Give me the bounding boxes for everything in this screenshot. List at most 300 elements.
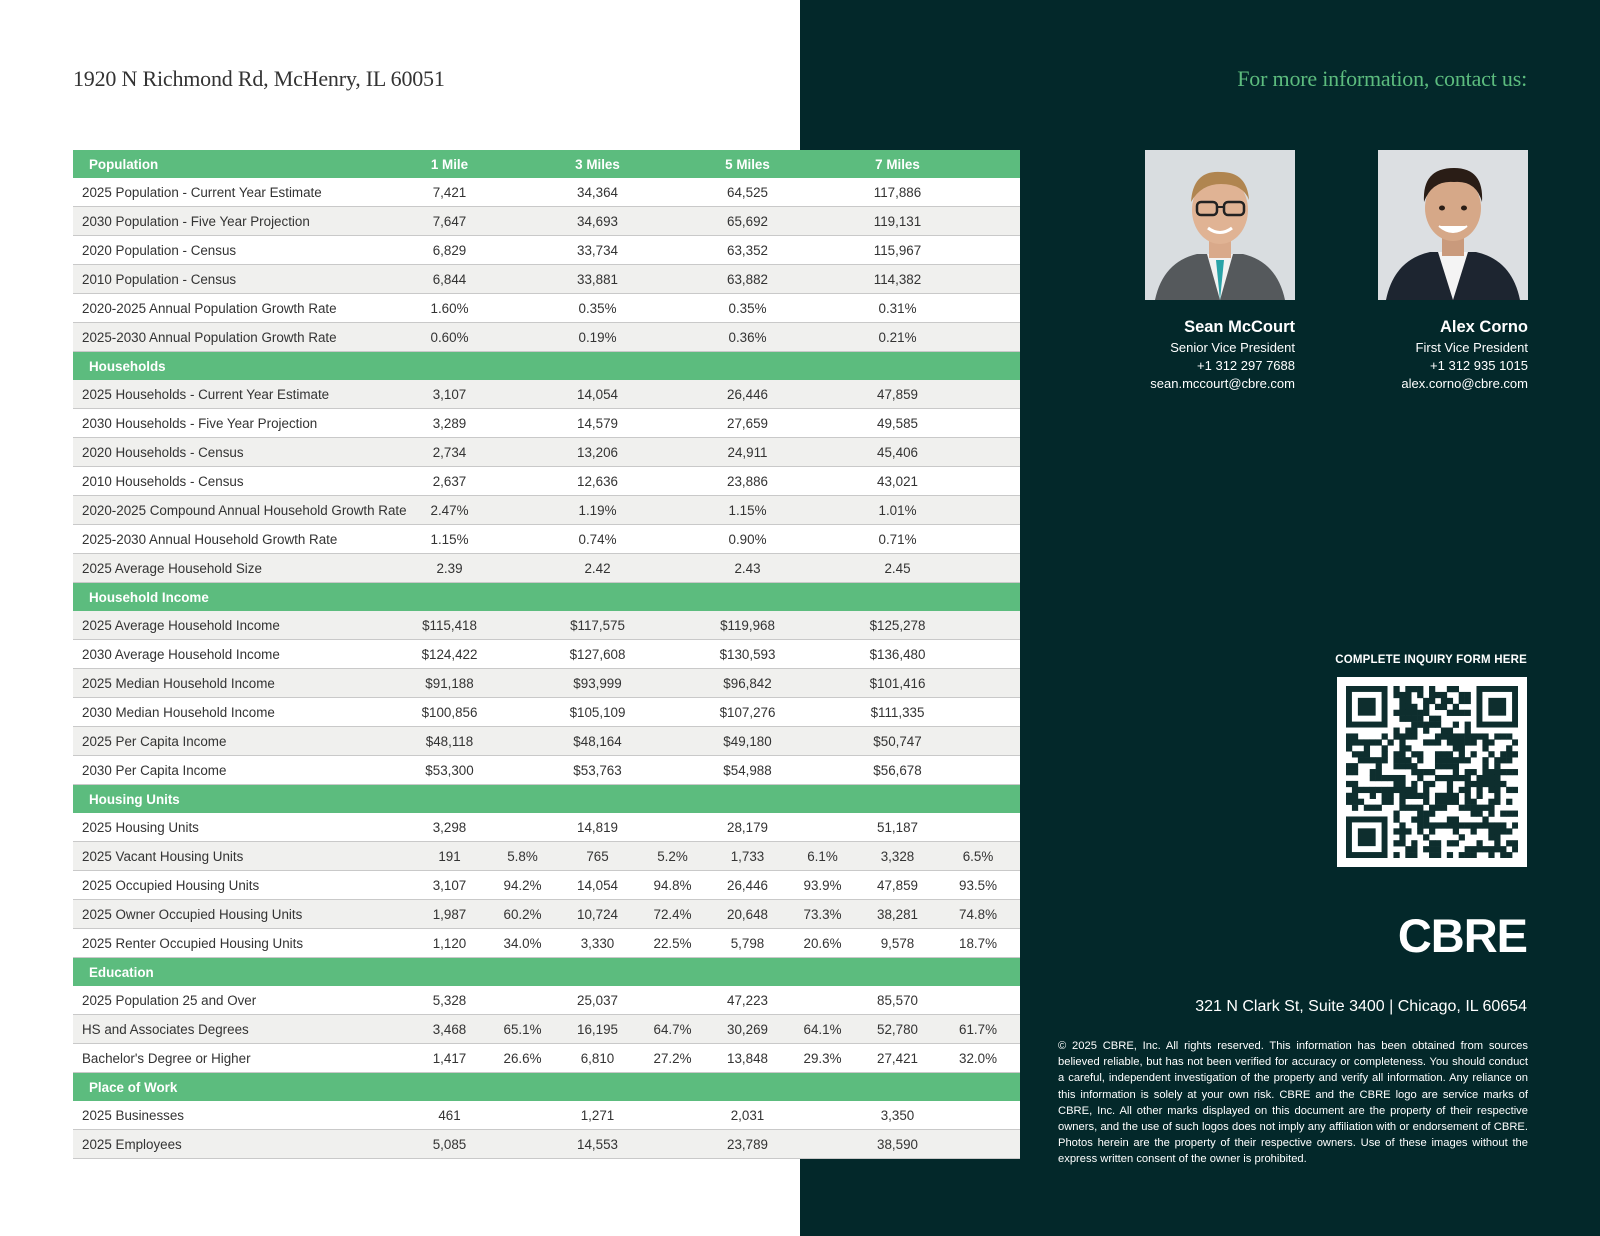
empty-cell bbox=[936, 554, 1020, 583]
empty-cell bbox=[936, 380, 1020, 409]
value-cell: 47,223 bbox=[709, 986, 786, 1015]
empty-cell bbox=[486, 669, 559, 698]
value-cell: 2.43 bbox=[709, 554, 786, 583]
percent-cell: 20.6% bbox=[786, 929, 859, 958]
empty-cell bbox=[936, 467, 1020, 496]
empty-cell bbox=[486, 323, 559, 352]
empty-cell bbox=[786, 785, 859, 814]
value-cell: 14,819 bbox=[559, 813, 636, 842]
qr-code-icon[interactable] bbox=[1337, 677, 1527, 867]
table-row bbox=[73, 207, 1020, 236]
value-cell: $119,968 bbox=[709, 611, 786, 640]
empty-cell bbox=[786, 265, 859, 294]
empty-cell bbox=[636, 178, 709, 207]
empty-cell bbox=[486, 785, 559, 814]
value-cell: 13,848 bbox=[709, 1044, 786, 1073]
agent-photo bbox=[1145, 150, 1295, 300]
empty-cell bbox=[709, 583, 786, 612]
empty-cell bbox=[636, 554, 709, 583]
value-cell: $53,763 bbox=[559, 756, 636, 785]
empty-cell bbox=[786, 178, 859, 207]
empty-cell bbox=[486, 640, 559, 669]
empty-cell bbox=[486, 178, 559, 207]
empty-cell bbox=[636, 323, 709, 352]
percent-cell: 94.8% bbox=[636, 871, 709, 900]
value-cell: 0.90% bbox=[709, 525, 786, 554]
value-cell: 43,021 bbox=[859, 467, 936, 496]
empty-cell bbox=[636, 294, 709, 323]
value-cell: 1,417 bbox=[413, 1044, 486, 1073]
table-row bbox=[73, 178, 1020, 207]
value-cell: 23,886 bbox=[709, 467, 786, 496]
table-row bbox=[73, 409, 1020, 438]
row-label: 2025 Businesses bbox=[73, 1101, 413, 1130]
row-label: 2025 Per Capita Income bbox=[73, 727, 413, 756]
section-title: Education bbox=[73, 958, 413, 987]
empty-cell bbox=[936, 611, 1020, 640]
empty-cell bbox=[636, 1130, 709, 1159]
empty-cell bbox=[486, 583, 559, 612]
table-row bbox=[73, 611, 1020, 640]
value-cell: 9,578 bbox=[859, 929, 936, 958]
agent-phone[interactable]: +1 312 935 1015 bbox=[1430, 358, 1528, 373]
empty-cell bbox=[786, 640, 859, 669]
row-label: 2020-2025 Compound Annual Household Growth Rate bbox=[73, 496, 413, 525]
value-cell: 1,271 bbox=[559, 1101, 636, 1130]
empty-cell bbox=[936, 785, 1020, 814]
empty-cell bbox=[636, 756, 709, 785]
row-label: 2025 Owner Occupied Housing Units bbox=[73, 900, 413, 929]
table-row bbox=[73, 842, 1020, 871]
value-cell: 14,054 bbox=[559, 380, 636, 409]
contact-heading: For more information, contact us: bbox=[1237, 66, 1527, 91]
empty-cell bbox=[413, 352, 486, 381]
empty-cell bbox=[786, 409, 859, 438]
value-cell: 117,886 bbox=[859, 178, 936, 207]
empty-cell bbox=[936, 207, 1020, 236]
table-row bbox=[73, 1015, 1020, 1044]
value-cell: 85,570 bbox=[859, 986, 936, 1015]
value-cell: 34,693 bbox=[559, 207, 636, 236]
value-cell: 16,195 bbox=[559, 1015, 636, 1044]
empty-cell bbox=[786, 1130, 859, 1159]
empty-cell bbox=[486, 409, 559, 438]
empty-cell bbox=[486, 438, 559, 467]
empty-cell bbox=[936, 669, 1020, 698]
value-cell: 34,364 bbox=[559, 178, 636, 207]
row-label: 2025 Average Household Size bbox=[73, 554, 413, 583]
empty-cell bbox=[936, 813, 1020, 842]
value-cell: $124,422 bbox=[413, 640, 486, 669]
empty-cell bbox=[636, 640, 709, 669]
agent-title: First Vice President bbox=[1415, 340, 1528, 355]
value-cell: $48,118 bbox=[413, 727, 486, 756]
value-cell: 5,328 bbox=[413, 986, 486, 1015]
value-cell: 461 bbox=[413, 1101, 486, 1130]
value-cell: $96,842 bbox=[709, 669, 786, 698]
empty-cell bbox=[786, 352, 859, 381]
empty-cell bbox=[413, 1073, 486, 1102]
empty-cell bbox=[486, 958, 559, 987]
empty-cell bbox=[786, 1073, 859, 1102]
empty-cell bbox=[486, 380, 559, 409]
value-cell: $115,418 bbox=[413, 611, 486, 640]
value-cell: 64,525 bbox=[709, 178, 786, 207]
value-cell: 52,780 bbox=[859, 1015, 936, 1044]
value-cell: $111,335 bbox=[859, 698, 936, 727]
empty-cell bbox=[786, 611, 859, 640]
row-label: 2010 Households - Census bbox=[73, 467, 413, 496]
table-row bbox=[73, 294, 1020, 323]
value-cell: 3,330 bbox=[559, 929, 636, 958]
table-row bbox=[73, 756, 1020, 785]
empty-cell bbox=[936, 1130, 1020, 1159]
percent-cell: 74.8% bbox=[936, 900, 1020, 929]
empty-cell bbox=[559, 958, 636, 987]
value-cell: 7,421 bbox=[413, 178, 486, 207]
percent-cell: 94.2% bbox=[486, 871, 559, 900]
agent-email[interactable]: alex.corno@cbre.com bbox=[1401, 376, 1528, 391]
property-address: 1920 N Richmond Rd, McHenry, IL 60051 bbox=[73, 66, 445, 91]
row-label: 2020 Population - Census bbox=[73, 236, 413, 265]
value-cell: 5,085 bbox=[413, 1130, 486, 1159]
empty-cell bbox=[936, 438, 1020, 467]
value-cell: 2.47% bbox=[413, 496, 486, 525]
table-row bbox=[73, 1044, 1020, 1073]
value-cell: 765 bbox=[559, 842, 636, 871]
value-cell: 2.42 bbox=[559, 554, 636, 583]
percent-cell: 6.1% bbox=[786, 842, 859, 871]
empty-cell bbox=[786, 1101, 859, 1130]
value-cell: $136,480 bbox=[859, 640, 936, 669]
agent-card bbox=[1378, 150, 1528, 391]
value-cell: 23,789 bbox=[709, 1130, 786, 1159]
value-cell: $48,164 bbox=[559, 727, 636, 756]
empty-cell bbox=[486, 265, 559, 294]
value-cell: $91,188 bbox=[413, 669, 486, 698]
value-cell: $127,608 bbox=[559, 640, 636, 669]
empty-cell bbox=[786, 467, 859, 496]
value-cell: $56,678 bbox=[859, 756, 936, 785]
percent-cell: 73.3% bbox=[786, 900, 859, 929]
value-cell: 24,911 bbox=[709, 438, 786, 467]
agent-email[interactable]: sean.mccourt@cbre.com bbox=[1150, 376, 1295, 391]
percent-cell: 27.2% bbox=[636, 1044, 709, 1073]
row-label: 2030 Population - Five Year Projection bbox=[73, 207, 413, 236]
value-cell: $105,109 bbox=[559, 698, 636, 727]
empty-cell bbox=[786, 756, 859, 785]
empty-cell bbox=[936, 583, 1020, 612]
empty-cell bbox=[486, 813, 559, 842]
section-title: Households bbox=[73, 352, 413, 381]
inquiry-form-label: COMPLETE INQUIRY FORM HERE bbox=[1335, 654, 1527, 666]
empty-cell bbox=[486, 467, 559, 496]
value-cell: 0.35% bbox=[709, 294, 786, 323]
empty-cell bbox=[486, 294, 559, 323]
empty-cell bbox=[636, 207, 709, 236]
empty-cell bbox=[486, 150, 559, 178]
table-row bbox=[73, 727, 1020, 756]
value-cell: 3,298 bbox=[413, 813, 486, 842]
empty-cell bbox=[786, 669, 859, 698]
value-cell: 28,179 bbox=[709, 813, 786, 842]
value-cell: 114,382 bbox=[859, 265, 936, 294]
section-title: Household Income bbox=[73, 583, 413, 612]
value-cell: 7,647 bbox=[413, 207, 486, 236]
value-cell: $101,416 bbox=[859, 669, 936, 698]
value-cell: 14,553 bbox=[559, 1130, 636, 1159]
row-label: 2025 Vacant Housing Units bbox=[73, 842, 413, 871]
empty-cell bbox=[936, 1101, 1020, 1130]
value-cell: 1,120 bbox=[413, 929, 486, 958]
value-cell: $125,278 bbox=[859, 611, 936, 640]
row-label: 2020-2025 Annual Population Growth Rate bbox=[73, 294, 413, 323]
empty-cell bbox=[636, 496, 709, 525]
percent-cell: 64.7% bbox=[636, 1015, 709, 1044]
empty-cell bbox=[786, 525, 859, 554]
value-cell: 33,734 bbox=[559, 236, 636, 265]
empty-cell bbox=[486, 611, 559, 640]
empty-cell bbox=[786, 958, 859, 987]
empty-cell bbox=[936, 323, 1020, 352]
row-label: 2025 Average Household Income bbox=[73, 611, 413, 640]
row-label: 2025 Housing Units bbox=[73, 813, 413, 842]
empty-cell bbox=[636, 265, 709, 294]
empty-cell bbox=[786, 813, 859, 842]
empty-cell bbox=[936, 150, 1020, 178]
empty-cell bbox=[486, 236, 559, 265]
row-label: 2030 Median Household Income bbox=[73, 698, 413, 727]
percent-cell: 34.0% bbox=[486, 929, 559, 958]
empty-cell bbox=[559, 352, 636, 381]
empty-cell bbox=[859, 352, 936, 381]
section-header-row bbox=[73, 583, 1020, 612]
percent-cell: 26.6% bbox=[486, 1044, 559, 1073]
row-label: 2025 Population 25 and Over bbox=[73, 986, 413, 1015]
empty-cell bbox=[786, 986, 859, 1015]
agent-name: Alex Corno bbox=[1439, 318, 1528, 336]
row-label: 2025-2030 Annual Population Growth Rate bbox=[73, 323, 413, 352]
empty-cell bbox=[936, 409, 1020, 438]
empty-cell bbox=[709, 958, 786, 987]
empty-cell bbox=[486, 698, 559, 727]
table-row bbox=[73, 438, 1020, 467]
empty-cell bbox=[636, 583, 709, 612]
empty-cell bbox=[636, 352, 709, 381]
table-row bbox=[73, 467, 1020, 496]
section-header-row bbox=[73, 958, 1020, 987]
percent-cell: 6.5% bbox=[936, 842, 1020, 871]
value-cell: 14,579 bbox=[559, 409, 636, 438]
value-cell: 3,350 bbox=[859, 1101, 936, 1130]
empty-cell bbox=[559, 1073, 636, 1102]
empty-cell bbox=[786, 554, 859, 583]
value-cell: 3,468 bbox=[413, 1015, 486, 1044]
table-row bbox=[73, 929, 1020, 958]
section-header-row bbox=[73, 785, 1020, 814]
empty-cell bbox=[636, 380, 709, 409]
row-label: 2030 Households - Five Year Projection bbox=[73, 409, 413, 438]
value-cell: 0.19% bbox=[559, 323, 636, 352]
empty-cell bbox=[486, 1130, 559, 1159]
value-cell: 20,648 bbox=[709, 900, 786, 929]
table-row bbox=[73, 554, 1020, 583]
empty-cell bbox=[486, 1073, 559, 1102]
value-cell: $50,747 bbox=[859, 727, 936, 756]
row-label: 2025 Occupied Housing Units bbox=[73, 871, 413, 900]
value-cell: 0.31% bbox=[859, 294, 936, 323]
value-cell: 33,881 bbox=[559, 265, 636, 294]
row-label: 2030 Average Household Income bbox=[73, 640, 413, 669]
value-cell: 0.74% bbox=[559, 525, 636, 554]
empty-cell bbox=[636, 669, 709, 698]
row-label: 2025 Median Household Income bbox=[73, 669, 413, 698]
empty-cell bbox=[936, 698, 1020, 727]
empty-cell bbox=[636, 698, 709, 727]
value-cell: 26,446 bbox=[709, 871, 786, 900]
value-cell: 47,859 bbox=[859, 871, 936, 900]
value-cell: 2,734 bbox=[413, 438, 486, 467]
table-row bbox=[73, 813, 1020, 842]
value-cell: 63,882 bbox=[709, 265, 786, 294]
row-label: 2025 Households - Current Year Estimate bbox=[73, 380, 413, 409]
value-cell: 51,187 bbox=[859, 813, 936, 842]
empty-cell bbox=[859, 1073, 936, 1102]
value-cell: 3,107 bbox=[413, 871, 486, 900]
row-label: Bachelor's Degree or Higher bbox=[73, 1044, 413, 1073]
empty-cell bbox=[786, 150, 859, 178]
value-cell: 3,289 bbox=[413, 409, 486, 438]
empty-cell bbox=[936, 265, 1020, 294]
value-cell: 1,987 bbox=[413, 900, 486, 929]
empty-cell bbox=[636, 785, 709, 814]
value-cell: 63,352 bbox=[709, 236, 786, 265]
percent-cell: 61.7% bbox=[936, 1015, 1020, 1044]
empty-cell bbox=[786, 236, 859, 265]
value-cell: 1.15% bbox=[413, 525, 486, 554]
empty-cell bbox=[859, 958, 936, 987]
table-row bbox=[73, 380, 1020, 409]
empty-cell bbox=[786, 698, 859, 727]
empty-cell bbox=[786, 207, 859, 236]
table-row bbox=[73, 640, 1020, 669]
column-header: 1 Mile bbox=[413, 150, 486, 178]
table-row bbox=[73, 236, 1020, 265]
row-label: 2025 Population - Current Year Estimate bbox=[73, 178, 413, 207]
value-cell: 0.71% bbox=[859, 525, 936, 554]
percent-cell: 65.1% bbox=[486, 1015, 559, 1044]
value-cell: 1,733 bbox=[709, 842, 786, 871]
svg-text:CBRE: CBRE bbox=[1397, 912, 1527, 956]
value-cell: 30,269 bbox=[709, 1015, 786, 1044]
value-cell: 0.60% bbox=[413, 323, 486, 352]
percent-cell: 29.3% bbox=[786, 1044, 859, 1073]
office-address: 321 N Clark St, Suite 3400 | Chicago, IL 60654 bbox=[1195, 998, 1527, 1015]
empty-cell bbox=[936, 294, 1020, 323]
table-row bbox=[73, 871, 1020, 900]
row-label: 2025 Renter Occupied Housing Units bbox=[73, 929, 413, 958]
value-cell: $107,276 bbox=[709, 698, 786, 727]
table-row bbox=[73, 265, 1020, 294]
empty-cell bbox=[786, 380, 859, 409]
empty-cell bbox=[559, 785, 636, 814]
value-cell: 65,692 bbox=[709, 207, 786, 236]
value-cell: 49,585 bbox=[859, 409, 936, 438]
column-header: 7 Miles bbox=[859, 150, 936, 178]
empty-cell bbox=[486, 352, 559, 381]
empty-cell bbox=[936, 178, 1020, 207]
empty-cell bbox=[636, 150, 709, 178]
table-row bbox=[73, 1130, 1020, 1159]
empty-cell bbox=[636, 1101, 709, 1130]
empty-cell bbox=[486, 986, 559, 1015]
column-header: 5 Miles bbox=[709, 150, 786, 178]
row-label: 2010 Population - Census bbox=[73, 265, 413, 294]
section-header-row bbox=[73, 352, 1020, 381]
empty-cell bbox=[786, 496, 859, 525]
agent-name: Sean McCourt bbox=[1184, 318, 1295, 336]
empty-cell bbox=[636, 438, 709, 467]
row-label: 2025-2030 Annual Household Growth Rate bbox=[73, 525, 413, 554]
empty-cell bbox=[636, 409, 709, 438]
value-cell: $54,988 bbox=[709, 756, 786, 785]
empty-cell bbox=[636, 611, 709, 640]
legal-disclaimer: © 2025 CBRE, Inc. All rights reserved. This information has been obtained from sources believed reliable, but has not been verified for accuracy or completeness. You should conduct a careful, independent investigation of the property and verify all information. Any reliance on this information is solely at your own risk. CBRE and the CBRE logo are service marks of CBRE, Inc. All other marks displayed on this document are the property of their respective owners, and the use of such logos does not imply any affiliation with or endorsement of CBRE. Photos herein are the property of their respective owners. Use of these images without the express written consent of the owner is prohibited. bbox=[1058, 1040, 1528, 1166]
table-row bbox=[73, 1101, 1020, 1130]
percent-cell: 5.8% bbox=[486, 842, 559, 871]
value-cell: 191 bbox=[413, 842, 486, 871]
section-title: Housing Units bbox=[73, 785, 413, 814]
empty-cell bbox=[636, 467, 709, 496]
empty-cell bbox=[936, 1073, 1020, 1102]
empty-cell bbox=[636, 813, 709, 842]
value-cell: 2,031 bbox=[709, 1101, 786, 1130]
percent-cell: 93.5% bbox=[936, 871, 1020, 900]
empty-cell bbox=[486, 554, 559, 583]
table-row bbox=[73, 900, 1020, 929]
value-cell: 47,859 bbox=[859, 380, 936, 409]
value-cell: 45,406 bbox=[859, 438, 936, 467]
value-cell: $130,593 bbox=[709, 640, 786, 669]
empty-cell bbox=[709, 352, 786, 381]
empty-cell bbox=[859, 583, 936, 612]
agent-card bbox=[1145, 150, 1295, 391]
value-cell: 0.36% bbox=[709, 323, 786, 352]
value-cell: 115,967 bbox=[859, 236, 936, 265]
agent-photo bbox=[1378, 150, 1528, 300]
value-cell: $49,180 bbox=[709, 727, 786, 756]
value-cell: 38,590 bbox=[859, 1130, 936, 1159]
empty-cell bbox=[636, 1073, 709, 1102]
empty-cell bbox=[936, 640, 1020, 669]
percent-cell: 22.5% bbox=[636, 929, 709, 958]
empty-cell bbox=[486, 525, 559, 554]
empty-cell bbox=[936, 727, 1020, 756]
empty-cell bbox=[709, 1073, 786, 1102]
section-header-row bbox=[73, 1073, 1020, 1102]
empty-cell bbox=[636, 958, 709, 987]
percent-cell: 60.2% bbox=[486, 900, 559, 929]
value-cell: 26,446 bbox=[709, 380, 786, 409]
empty-cell bbox=[786, 323, 859, 352]
empty-cell bbox=[936, 525, 1020, 554]
empty-cell bbox=[859, 785, 936, 814]
agent-phone[interactable]: +1 312 297 7688 bbox=[1197, 358, 1295, 373]
section-title: Place of Work bbox=[73, 1073, 413, 1102]
empty-cell bbox=[559, 583, 636, 612]
empty-cell bbox=[486, 756, 559, 785]
section-title: Population bbox=[73, 150, 413, 178]
